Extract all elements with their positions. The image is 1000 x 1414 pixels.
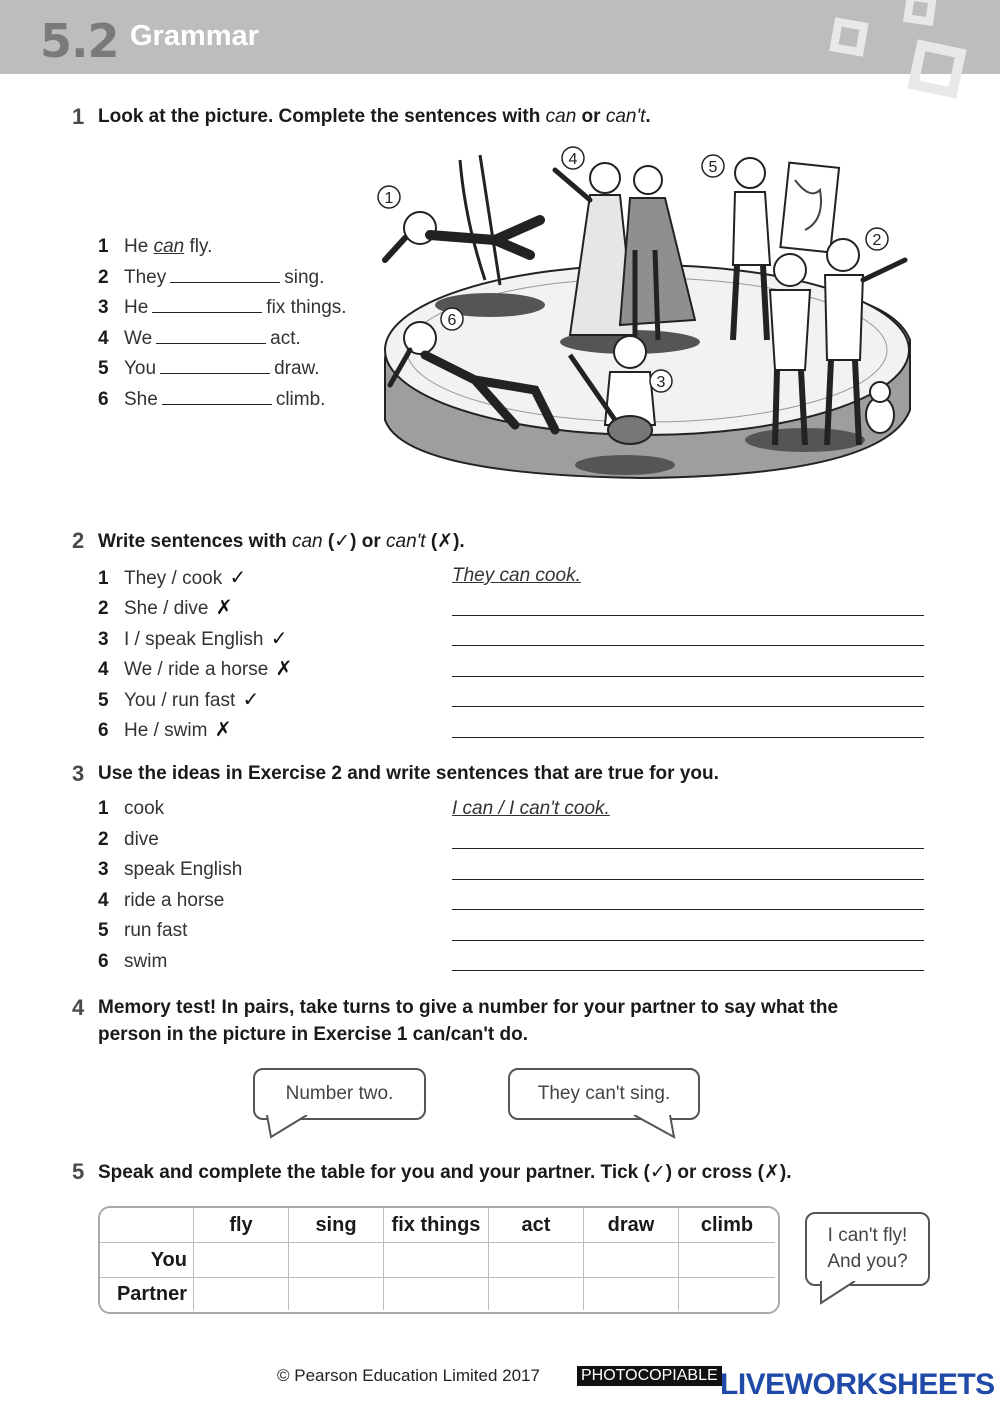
table-corner xyxy=(100,1208,194,1243)
exercise-instruction: Memory test! In pairs, take turns to give a number for your partner to say what the xyxy=(98,997,839,1018)
answer-line[interactable] xyxy=(452,848,924,849)
cross-mark: ✗ xyxy=(275,658,293,680)
picture-label: 6 xyxy=(447,312,457,329)
photocopiable-badge: PHOTOCOPIABLE xyxy=(577,1366,722,1386)
list-item: 1 cook xyxy=(98,798,165,819)
table-cell[interactable] xyxy=(679,1278,775,1310)
list-item: 2 They sing. xyxy=(98,267,325,288)
unit-title: Grammar xyxy=(130,20,259,52)
table-header: climb xyxy=(679,1208,775,1243)
list-item: 3 speak English xyxy=(98,859,243,880)
stage-illustration xyxy=(365,140,925,485)
exercise-instruction: Look at the picture. Complete the sentences with can or can't. xyxy=(98,106,651,127)
answer-line[interactable] xyxy=(452,706,924,707)
picture-label: 3 xyxy=(656,374,666,391)
exercise-number: 4 xyxy=(72,995,85,1020)
table-cell[interactable] xyxy=(194,1278,289,1310)
speech-bubble: They can't sing. xyxy=(508,1068,700,1120)
answer-line[interactable] xyxy=(452,940,924,941)
table-header: fly xyxy=(194,1208,289,1243)
answer-line[interactable] xyxy=(452,676,924,677)
exercise-instruction: Speak and complete the table for you and your partner. Tick (✓) or cross (✗). xyxy=(98,1162,792,1183)
list-item: 1 They / cook ✓ xyxy=(98,567,247,589)
cross-mark: ✗ xyxy=(215,597,233,619)
list-item: 3 I / speak English ✓ xyxy=(98,628,288,650)
list-item: 5 You draw. xyxy=(98,358,320,379)
table-cell[interactable] xyxy=(384,1278,489,1310)
table-cell[interactable] xyxy=(289,1278,384,1310)
unit-number: 5.2 xyxy=(40,14,119,68)
answer-blank[interactable] xyxy=(156,329,266,344)
list-item: 6 He / swim ✗ xyxy=(98,719,232,741)
table-cell[interactable] xyxy=(194,1243,289,1278)
table-header: sing xyxy=(289,1208,384,1243)
example-answer: They can cook. xyxy=(452,565,581,586)
table-cell[interactable] xyxy=(489,1278,584,1310)
answer-line[interactable] xyxy=(452,879,924,880)
speech-bubble: I can't fly! And you? xyxy=(805,1212,930,1286)
bubble-tail xyxy=(815,1281,865,1307)
exercise-instruction: Write sentences with can (✓) or can't (✗). xyxy=(98,531,465,552)
exercise-number: 3 xyxy=(72,761,85,786)
table-cell[interactable] xyxy=(489,1243,584,1278)
table-header: fix things xyxy=(384,1208,489,1243)
tick-mark: ✓ xyxy=(270,628,288,650)
picture-label: 5 xyxy=(708,159,718,176)
deco-square xyxy=(903,0,937,26)
list-item: 1 He can fly. xyxy=(98,236,213,257)
list-item: 4 We act. xyxy=(98,328,301,349)
list-item: 6 She climb. xyxy=(98,389,326,410)
list-item: 2 dive xyxy=(98,829,159,850)
picture-label: 1 xyxy=(384,190,394,207)
tick-mark: ✓ xyxy=(242,689,260,711)
table-row-label: You xyxy=(100,1243,194,1278)
table-cell[interactable] xyxy=(584,1278,679,1310)
list-item: 4 ride a horse xyxy=(98,890,225,911)
answer-blank[interactable] xyxy=(162,390,272,405)
table-cell[interactable] xyxy=(384,1243,489,1278)
exercise-number: 2 xyxy=(72,528,85,553)
answer-blank[interactable] xyxy=(152,298,262,313)
answer-line[interactable] xyxy=(452,737,924,738)
answer-line[interactable] xyxy=(452,909,924,910)
list-item: 3 He fix things. xyxy=(98,297,347,318)
answer-blank[interactable] xyxy=(170,268,280,283)
exercise-number: 5 xyxy=(72,1159,85,1184)
bubble-tail xyxy=(630,1115,680,1141)
deco-square xyxy=(907,39,966,98)
exercise-number: 1 xyxy=(72,104,85,129)
list-item: 6 swim xyxy=(98,951,168,972)
table-cell[interactable] xyxy=(679,1243,775,1278)
answer-line[interactable] xyxy=(452,615,924,616)
speech-bubble: Number two. xyxy=(253,1068,426,1120)
list-item: 5 run fast xyxy=(98,920,188,941)
list-item: 2 She / dive ✗ xyxy=(98,597,233,619)
table-header: act xyxy=(489,1208,584,1243)
answer-blank[interactable] xyxy=(160,359,270,374)
answer-line[interactable] xyxy=(452,645,924,646)
list-item: 4 We / ride a horse ✗ xyxy=(98,658,293,680)
copyright: © Pearson Education Limited 2017 xyxy=(277,1366,540,1385)
exercise-instruction: Use the ideas in Exercise 2 and write sentences that are true for you. xyxy=(98,763,719,784)
table-cell[interactable] xyxy=(289,1243,384,1278)
cross-mark: ✗ xyxy=(214,719,232,741)
picture-label: 2 xyxy=(872,232,882,249)
example-answer: I can / I can't cook. xyxy=(452,798,610,819)
table-cell[interactable] xyxy=(584,1243,679,1278)
liveworksheets-logo: LIVEWORKSHEETS xyxy=(720,1368,995,1401)
bubble-tail xyxy=(265,1115,315,1141)
table-row-label: Partner xyxy=(100,1278,194,1310)
list-item: 5 You / run fast ✓ xyxy=(98,689,260,711)
table-header: draw xyxy=(584,1208,679,1243)
deco-square xyxy=(829,17,868,56)
tick-mark: ✓ xyxy=(229,567,247,589)
exercise-instruction: person in the picture in Exercise 1 can/can't do. xyxy=(98,1024,529,1045)
answer-line[interactable] xyxy=(452,970,924,971)
picture-label: 4 xyxy=(568,151,578,168)
